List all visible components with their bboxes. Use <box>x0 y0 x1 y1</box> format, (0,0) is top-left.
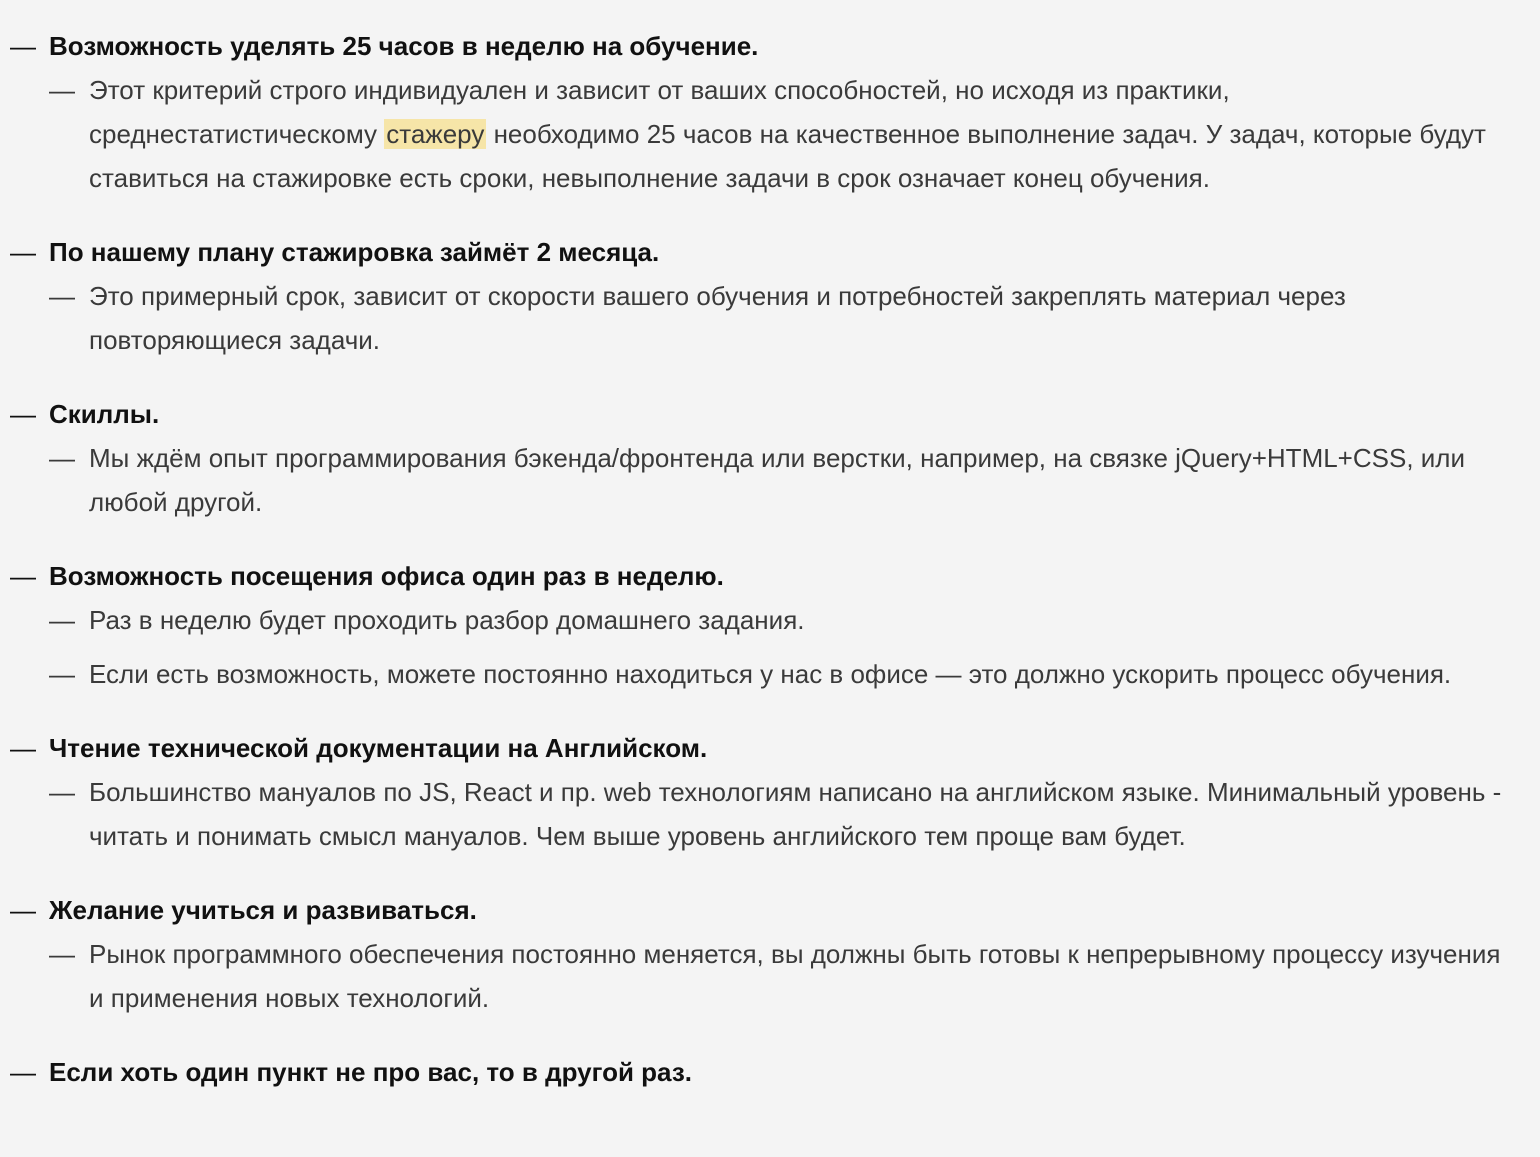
requirement-title-text: Если хоть один пункт не про вас, то в другой раз. <box>49 1057 692 1087</box>
dash-bullet: — <box>10 1057 36 1087</box>
requirement-detail <box>0 68 1540 200</box>
requirement-title-text: По нашему плану стажировка займёт 2 месяца. <box>49 237 660 267</box>
dash-bullet: — <box>10 895 36 925</box>
dash-bullet: — <box>10 237 36 267</box>
requirement-title <box>0 24 1540 68</box>
requirement-skills <box>0 392 1540 524</box>
dash-bullet: — <box>10 31 36 61</box>
requirement-english <box>0 726 1540 858</box>
dash-bullet: — <box>49 659 75 689</box>
detail-text: Рынок программного обеспечения постоянно меняется, вы должны быть готовы к непрерывному процессу изучения и применения новых технологий. <box>89 939 1501 1013</box>
detail-text: Большинство мануалов по JS, React и пр. web технологиям написано на английском языке. Минимальный уровень - читать и понимать смысл мануалов. Чем выше уровень английского тем проще вам будет. <box>89 777 1502 851</box>
detail-text-before: Этот критерий строго индивидуален и зависит от ваших способностей, но исходя из практики, среднестатистическому <box>89 75 1230 149</box>
requirement-title-text: Возможность уделять 25 часов в неделю на обучение. <box>49 31 759 61</box>
requirement-title-text: Желание учиться и развиваться. <box>49 895 477 925</box>
requirement-title <box>0 392 1540 436</box>
requirement-detail <box>0 598 1540 642</box>
requirement-office <box>0 554 1540 696</box>
requirement-title-text: Скиллы. <box>49 399 160 429</box>
dash-bullet: — <box>49 443 75 473</box>
dash-bullet: — <box>49 281 75 311</box>
requirement-detail <box>0 274 1540 362</box>
requirement-title <box>0 1050 1540 1094</box>
requirement-title <box>0 888 1540 932</box>
dash-bullet: — <box>10 561 36 591</box>
requirement-detail <box>0 932 1540 1020</box>
dash-bullet: — <box>49 777 75 807</box>
dash-bullet: — <box>10 733 36 763</box>
highlighted-word: стажеру <box>386 119 485 149</box>
detail-text: Раз в неделю будет проходить разбор домашнего задания. <box>89 605 805 635</box>
requirement-detail <box>0 652 1540 696</box>
requirement-title <box>0 230 1540 274</box>
requirement-conclusion <box>0 1050 1540 1094</box>
requirement-hours <box>0 24 1540 200</box>
requirement-detail <box>0 436 1540 524</box>
requirement-duration <box>0 230 1540 362</box>
requirement-title <box>0 554 1540 598</box>
dash-bullet: — <box>10 399 36 429</box>
detail-text-after: необходимо 25 часов на качественное выполнение задач. У задач, которые будут ставиться на стажировке есть сроки, невыполнение задачи в срок означает конец обучения. <box>89 119 1486 193</box>
requirement-learning <box>0 888 1540 1020</box>
detail-text: Мы ждём опыт программирования бэкенда/фронтенда или верстки, например, на связке jQuery+HTML+CSS, или любой другой. <box>89 443 1465 517</box>
requirement-title-text: Возможность посещения офиса один раз в неделю. <box>49 561 724 591</box>
requirement-title-text: Чтение технической документации на Английском. <box>49 733 708 763</box>
detail-text: Если есть возможность, можете постоянно находиться у нас в офисе — это должно ускорить процесс обучения. <box>89 659 1452 689</box>
dash-bullet: — <box>49 939 75 969</box>
dash-bullet: — <box>49 75 75 105</box>
requirement-detail <box>0 770 1540 858</box>
requirement-title <box>0 726 1540 770</box>
dash-bullet: — <box>49 605 75 635</box>
detail-text: Это примерный срок, зависит от скорости вашего обучения и потребностей закреплять материал через повторяющиеся задачи. <box>89 281 1346 355</box>
